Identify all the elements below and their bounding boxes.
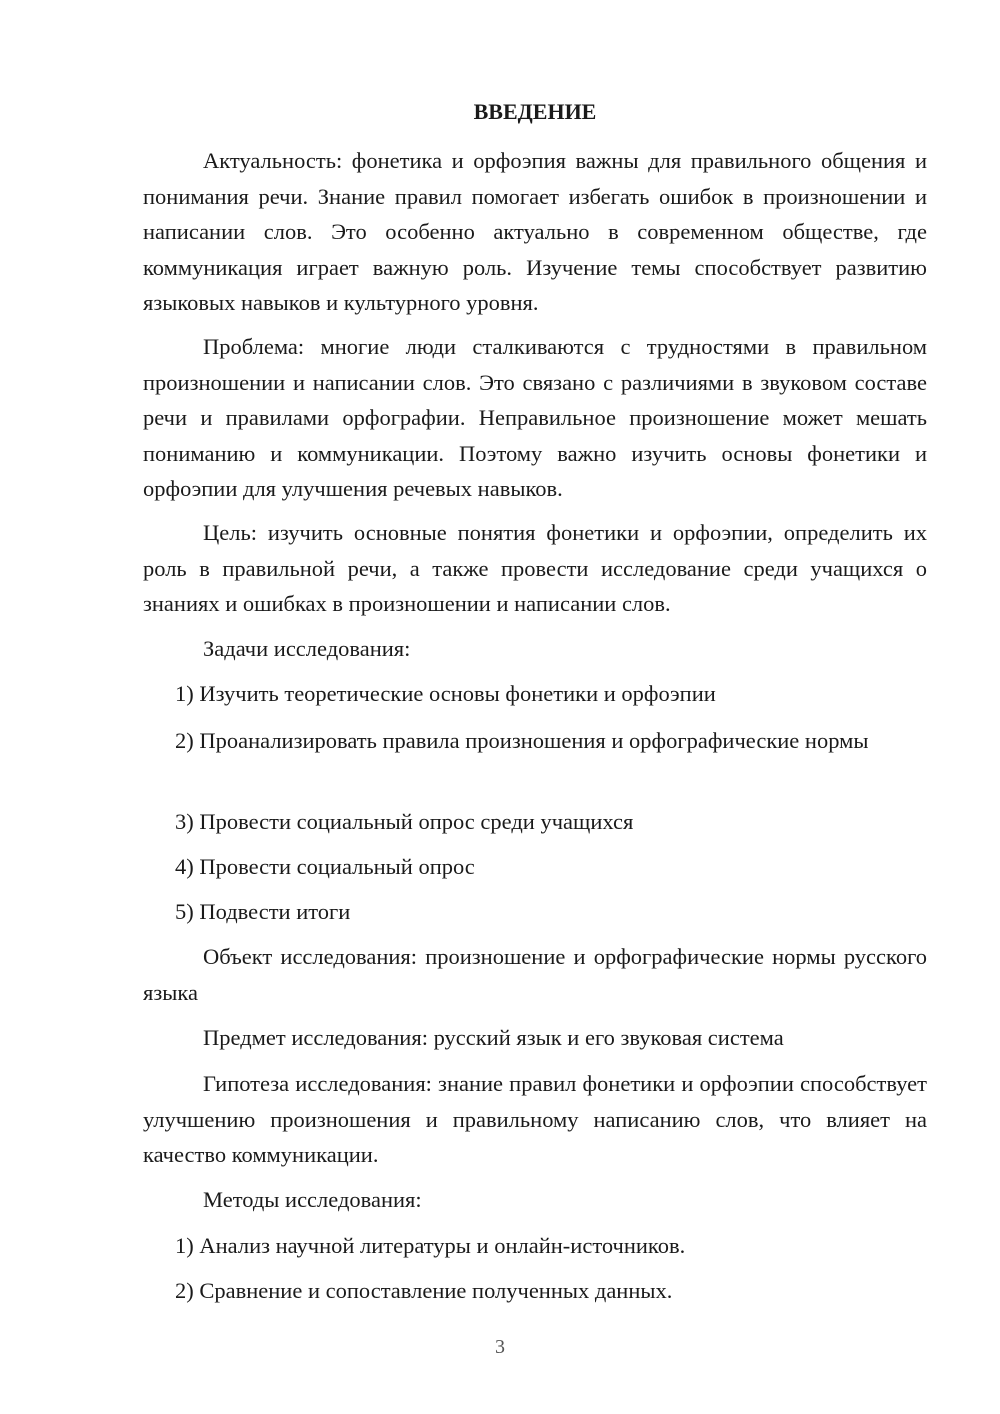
relevance-paragraph: Актуальность: фонетика и орфоэпия важны для правильного общения и понимания речи. Знание правил помогает избегать ошибок в произношении и написании слов. Это особенно актуально в современном обществе, где коммуникация играет важную роль. Изучение темы способствует развитию языковых навыков и культурного уровня. [143, 148, 927, 315]
problem-paragraph: Проблема: многие люди сталкиваются с трудностями в правильном произношении и написании слов. Это связано с различиями в звуковом составе речи и правилами орфографии. Неправильное произношение может мешать пониманию и коммуникации. Поэтому важно изучить основы фонетики и орфоэпии для улучшения речевых навыков. [143, 334, 927, 501]
methods-title: Методы исследования: [203, 1187, 422, 1212]
section-heading: ВВЕДЕНИЕ [473, 99, 597, 124]
task-item-2: 2) Проанализировать правила произношения и орфографические нормы [175, 728, 869, 753]
page-number: 3 [495, 1336, 505, 1358]
method-item-2: 2) Сравнение и сопоставление полученных данных. [175, 1278, 673, 1303]
tasks-title: Задачи исследования: [203, 636, 411, 661]
goal-paragraph: Цель: изучить основные понятия фонетики и орфоэпии, определить их роль в правильной речи, а также провести исследование среди учащихся о знаниях и ошибках в произношении и написании слов. [143, 520, 927, 616]
task-item-3: 3) Провести социальный опрос среди учащихся [175, 809, 634, 834]
subject-paragraph: Предмет исследования: русский язык и его звуковая система [203, 1025, 784, 1050]
task-item-5: 5) Подвести итоги [175, 899, 351, 924]
hypothesis-paragraph: Гипотеза исследования: знание правил фонетики и орфоэпии способствует улучшению произношения и правильному написанию слов, что влияет на качество коммуникации. [143, 1071, 927, 1167]
object-paragraph: Объект исследования: произношение и орфографические нормы русского языка [143, 944, 927, 1005]
task-item-1: 1) Изучить теоретические основы фонетики и орфоэпии [175, 681, 716, 706]
method-item-1: 1) Анализ научной литературы и онлайн-источников. [175, 1233, 686, 1258]
task-item-4: 4) Провести социальный опрос [175, 854, 475, 879]
